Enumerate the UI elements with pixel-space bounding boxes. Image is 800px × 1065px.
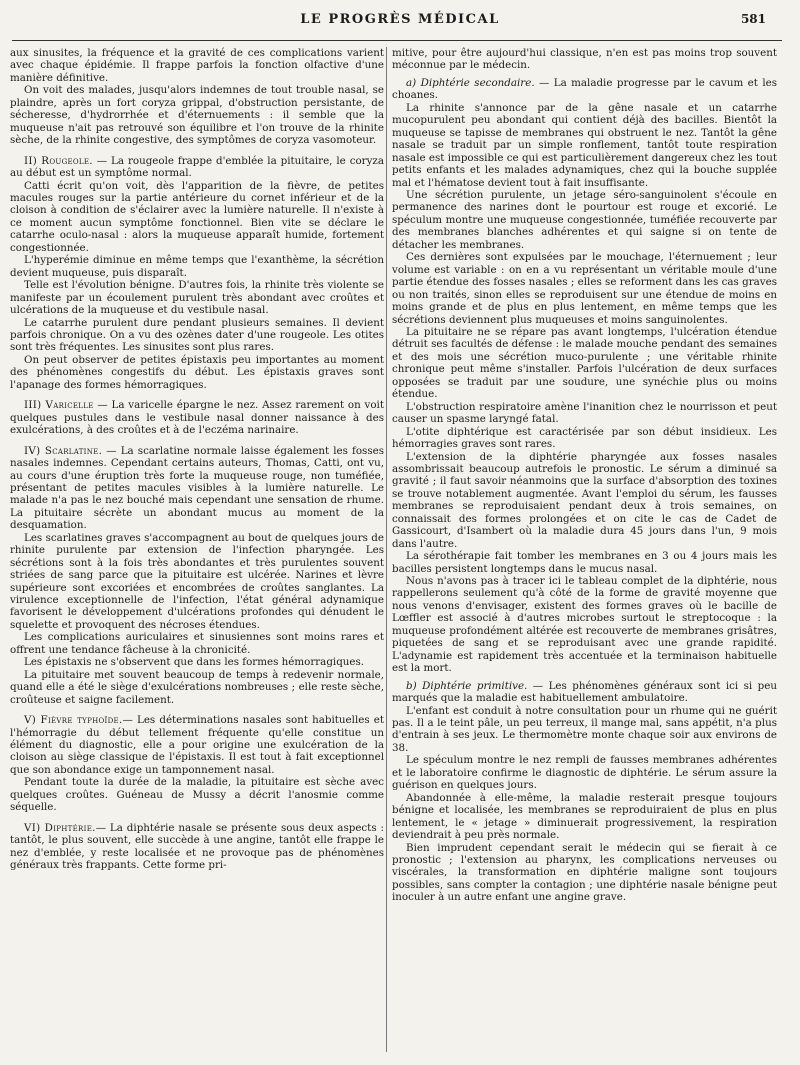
running-header [0,0,800,44]
paragraph: La pituitaire ne se répare pas avant longtemps, l'ulcération étendue détruit ses facultés de défense : le malade mouche pendant des semaines et des mois une sécrétion muco-purulente ; une véritable rhinite chronique peut même s'installer. Parfois l'ulcération de deux surfaces opposées se traduit par une soudure, une synéchie plus ou moins étendue. [392,325,777,401]
paragraph: L'extension de la diphtérie pharyngée aux fosses nasales assombrissait beaucoup autrefois le pronostic. Le sérum a diminué sa gravité ; il faut savoir néanmoins que la surface d'absorption des toxines se trouve notablement augmentée. Avant l'emploi du sérum, les fausses membranes se reproduisaient pendant deux à trois semaines, on connaissait des formes prolongées et on cite le cas de Cadet de Gassicourt, d'Isambert où la maladie dura 45 jours dans l'un, 9 mois dans l'autre. [392,450,777,550]
paragraph: Les complications auriculaires et sinusiennes sont moins rares et offrent une tendance fâcheuse à la chronicité. [10,631,384,656]
section-heading: III) Varicelle [24,399,94,412]
page-number: 581 [740,12,766,26]
section-text: — Les déterminations nasales sont habituelles et l'hémorragie du début tellement fréquente qu'elle constitue un élément du diagnostic, elle a pour origine une exulcération de la cloison au siège classique de l'épistaxis. Il est tout à fait exceptionnel que son abondance exige un tamponnement nasal. [10,714,384,776]
section-text: — La rougeole frappe d'emblée la pituitaire, le coryza au début est un symptôme normal. [10,154,384,180]
paragraph: On peut observer de petites épistaxis peu importantes au moment des phénomènes congestifs du début. Les épistaxis graves sont l'apanage des formes hémorragiques. [10,353,384,391]
section-fievre-typhoide [10,714,384,776]
paragraph: Le spéculum montre le nez rempli de fausses membranes adhérentes et le laboratoire confirme le diagnostic de diphtérie. Le sérum assure la guérison en quelques jours. [392,754,777,792]
section-heading: IV) Scarlatine. [24,444,103,457]
section-scarlatine [10,445,384,532]
subsection-heading: a) Diphtérie secondaire. [406,76,535,89]
paragraph: Bien imprudent cependant serait le médecin qui se fierait à ce pronostic ; l'extension au pharynx, les complications nerveuses ou viscérales, la transformation en diphtérie maligne sont toujours possibles, sans compter la contagion ; une diphtérie nasale bénigne peut inoculer à un autre enfant une angine grave. [392,841,777,904]
header-rule [12,40,782,41]
paragraph: Une sécrétion purulente, un jetage séro-sanguinolent s'écoule en permanence des narines dont le pourtour est rouge et excorié. Le spéculum montre une muqueuse congestionnée, tuméfiée recouverte par des membranes blanches adhérentes et qui saigne si on tente de détacher les membranes. [392,188,777,251]
subsection-heading: b) Diphtérie primitive. [406,679,528,692]
section-text: — La scarlatine normale laisse également les fosses nasales indemnes. Cependant certains auteurs, Thomas, Catti, ont vu, au cours d'une éruption très forte la muqueuse rouge, non tuméfiée, présentant de petites macules visibles à la lumière naturelle. Le malade n'a pas le nez bouché mais cependant une sensation de rhume. La pituitaire sécrète un abondant mucus au moment de la desquamation. [10,444,384,532]
section-diphterie [10,822,384,872]
section-heading: VI) Diphtérie. [24,821,96,834]
paragraph: Pendant toute la durée de la maladie, la pituitaire est sèche avec quelques croûtes. Guéneau de Mussy a décrit l'anosmie comme séquelle. [10,776,384,814]
subsection-text: — La maladie progresse par le cavum et les choanes. [392,76,777,102]
paragraph: Catti écrit qu'on voit, dès l'apparition de la fièvre, de petites macules rouges sur la partie antérieure du cornet inférieur et de la cloison à condition de s'éclairer avec la lumière naturelle. Il n'existe à ce moment aucun symptôme fonctionnel. Bien vite se déclare le catarrhe oculo-nasal : alors la muqueuse apparaît humide, fortement congestionnée. [10,179,384,254]
paragraph: La sérothérapie fait tomber les membranes en 3 ou 4 jours mais les bacilles persistent longtemps dans le mucus nasal. [392,550,777,575]
paragraph: mitive, pour être aujourd'hui classique, n'en est pas moins trop souvent méconnue par le médecin. [392,47,777,72]
subsection-text: — Les phénomènes généraux sont ici si peu marqués que la maladie est habituellement ambulatoire. [392,679,777,705]
section-varicelle [10,399,384,436]
section-text: — La varicelle épargne le nez. Assez rarement on voit quelques pustules dans le vestibule nasal donner naissance à des exulcérations, à des croûtes et à de l'eczéma narinaire. [10,399,384,437]
paragraph: Le catarrhe purulent dure pendant plusieurs semaines. Il devient parfois chronique. On a vu des ozènes dater d'une rougeole. Les otites sont très fréquentes. Les sinusites sont plus rares. [10,316,384,354]
section-text: — La diphtérie nasale se présente sous deux aspects : tantôt, le plus souvent, elle succède à une angine, tantôt elle frappe le nez d'emblée, y reste localisée et ne provoque pas de phénomènes généraux très frappants. Cette forme pri- [10,821,384,872]
subsection-diphterie-primitive [392,680,777,705]
paragraph: Ces dernières sont expulsées par le mouchage, l'éternuement ; leur volume est variable : on en a vu représentant un véritable moule d'une partie étendue des fosses nasales ; elles se reforment dans les cas graves ou non traités, sinon elles se reproduisent sur une étendue de moins en moins grande et de plus en plus lentement, en même temps que les sécrétions deviennent plus muqueuses et moins sanguinolentes. [392,251,777,326]
paragraph: Nous n'avons pas à tracer ici le tableau complet de la diphtérie, nous rappellerons seulement qu'à côté de la forme de gravité moyenne que nous venons d'envisager, existent des formes graves où le bacille de Lœffler est associé à d'autres microbes surtout le streptocoque : la muqueuse profondément altérée est recouverte de membranes grisâtres, piquetées de sang et se reproduisant avec une grande rapidité. L'adynamie est rapidement très accentuée et la terminaison habituelle est la mort. [392,575,777,675]
subsection-diphterie-secondaire [392,77,777,102]
column-divider [386,47,387,1052]
journal-title: LE PROGRÈS MÉDICAL [300,12,500,27]
paragraph: La pituitaire met souvent beaucoup de temps à redevenir normale, quand elle a été le siège d'exulcérations nombreuses ; elle reste sèche, croûteuse et saigne facilement. [10,668,384,706]
paragraph: Les épistaxis ne s'observent que dans les formes hémorragiques. [24,656,365,669]
paragraph: L'otite diphtérique est caractérisée par son début insidieux. Les hémorragies graves sont rares. [392,425,777,451]
paragraph: L'obstruction respiratoire amène l'inanition chez le nourrisson et peut causer un spasme laryngé fatal. [392,400,777,426]
paragraph: Les scarlatines graves s'accompagnent au bout de quelques jours de rhinite purulente par extension de l'infection pharyngée. Les sécrétions sont à la fois très abondantes et très purulentes souvent striées de sang parce que la pituitaire est ulcérée. Narines et lèvre supérieure sont excoriées et encombrées de croûtes sanglantes. La virulence exceptionnelle de l'infection, l'état général adynamique favorisent le développement d'ulcérations profondes qui dénudent le squelette et provoquent des nécroses étendues. [10,531,384,631]
section-heading: II) Rougeole. [24,154,93,167]
left-column [10,47,384,1057]
section-heading: V) Fièvre typhoïde. [24,714,123,727]
paragraph: L'hyperémie diminue en même temps que l'exanthème, la sécrétion devient muqueuse, puis disparaît. [10,254,384,279]
paragraph: La rhinite s'annonce par de la gêne nasale et un catarrhe mucopurulent peu abondant qui contient déjà des bacilles. Bientôt la muqueuse se tapisse de membranes qui obstruent le nez. Tantôt la gêne nasale se traduit par un simple ronflement, tantôt toute respiration nasale est impossible ce qui est particulièrement dangereux chez les tout petits enfants et les malades adynamiques, chez qui la bouche supplée mal et l'hématose devient tout à fait insuffisante. [392,101,777,189]
paragraph: Abandonnée à elle-même, la maladie resterait presque toujours bénigne et localisée, les membranes se reproduiraient de plus en plus lentement, le « jetage » diminuerait progressivement, la respiration deviendrait à peu près normale. [392,791,777,842]
paragraph: Telle est l'évolution bénigne. D'autres fois, la rhinite très violente se manifeste par un écoulement purulent très abondant avec croûtes et ulcérations de la muqueuse et du vestibule nasal. [10,279,384,317]
section-rougeole [10,155,384,180]
paragraph: On voit des malades, jusqu'alors indemnes de tout trouble nasal, se plaindre, après un fort coryza grippal, d'obstruction persistante, de sécheresse, d'hydrorrhée et d'éternuements : il semble que la muqueuse n'ait pas retrouvé son équilibre et l'on trouve de la rhinite sèche, de la rhinite congestive, des symptômes de coryza vasomoteur. [10,84,384,147]
right-column [392,47,777,1057]
paragraph: L'enfant est conduit à notre consultation pour un rhume qui ne guérit pas. Il a le teint pâle, un peu terreux, il mange mal, sans appétit, n'a plus d'entrain à ses jeux. Le thermomètre monte chaque soir aux environs de 38. [392,704,777,754]
paragraph: aux sinusites, la fréquence et la gravité de ces complications varient avec chaque épidémie. Il frappe parfois la fonction olfactive d'une manière définitive. [10,47,384,84]
